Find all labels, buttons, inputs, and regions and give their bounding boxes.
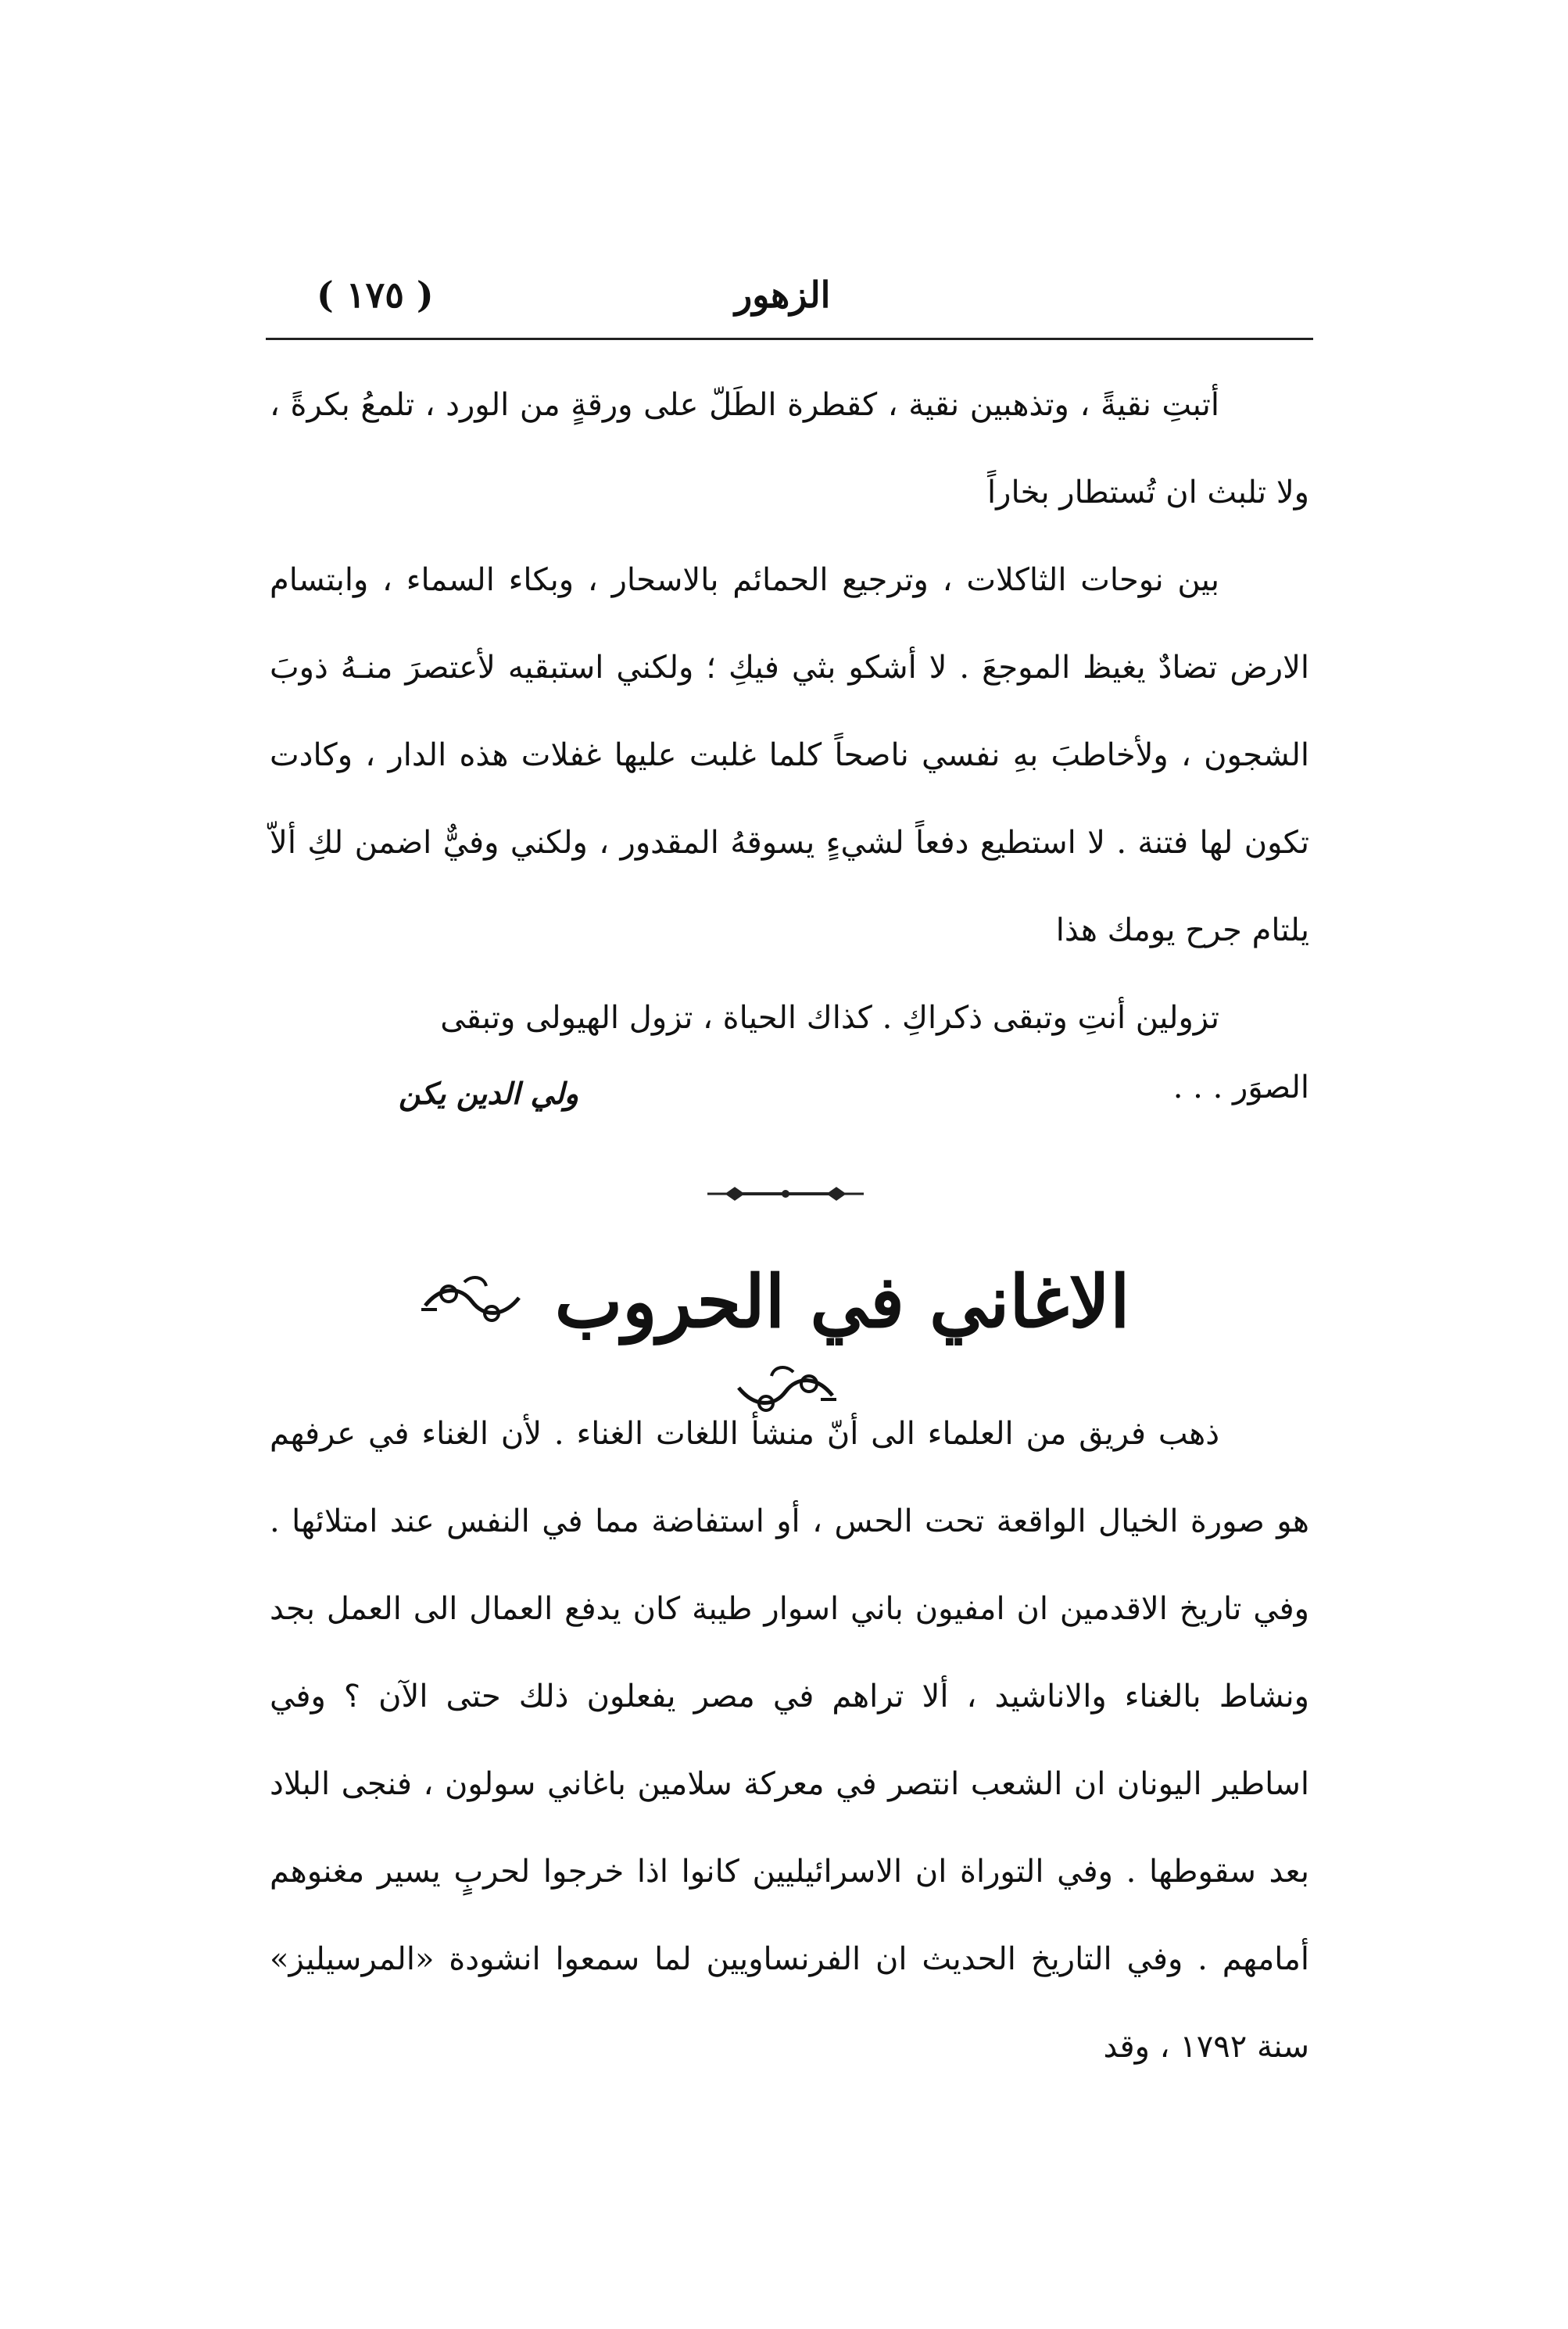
paragraph: تزولين أنتِ وتبقى ذكراكِ . كذاك الحياة ، تزول الهيولى وتبقى [440,1000,1219,1036]
article-heading [367,1243,1204,1360]
page-number: ( ١٧٥ ) [317,274,434,316]
running-title: الزهور [735,274,831,316]
paragraph: ذهب فريق من العلماء الى أنّ منشأ اللغات الغناء . لأن الغناء في عرفهم هو صورة الخيال الواقعة تحت الحس ، أو استفاضة مما في النفس عند امتلائها . وفي تاريخ الاقدمين ان امفيون باني اسوار طيبة كان يدفع العمال الى العمل بجد ونشاط بالغناء والاناشيد ، ألا تراهم في مصر يفعلون ذلك حتى الآن ؟ وفي اساطير اليونان ان الشعب انتصر في معركة سلامين باغاني سولون ، فنجى البلاد بعد سقوطها . وفي التوراة ان الاسرائيليين كانوا اذا خرجوا لحربٍ يسير مغنوهم أمامهم . وفي التاريخ الحديث ان الفرنساويين لما سمعوا انشودة «المرسيليز» سنة ١٧٩٢ ، وقد [270,1416,1310,2065]
paragraph: أتبتِ نقيةً ، وتذهبين نقية ، كقطرة الطَلّ على ورقةٍ من الورد ، تلمعُ بكرةً ، ولا تلبث ان تُستطار بخاراً [270,387,1309,511]
author-signature: ولي الدين يكن [399,1076,579,1111]
paragraph: بين نوحات الثاكلات ، وترجيع الحمائم بالاسحار ، وبكاء السماء ، وابتسام الارض تضادٌ يغيظ الموجعَ . لا أشكو بثي فيكِ ؛ ولكني استبقيه لأعتصرَ منـهُ ذوبَ الشجون ، ولأخاطبَ بهِ نفسي ناصحاً كلما غلبت عليها غفلات هذه الدار ، وكادت تكون لها فتنة . لا استطيع دفعاً لشيءٍ يسوقهُ المقدور ، ولكني وفيٌّ اضمن لكِ ألاّ يلتام جرح يومك هذا [270,562,1309,948]
left-flourish-icon [417,1270,527,1333]
section-separator-ornament [703,1182,868,1206]
header-rule [266,338,1313,340]
closing-words: الصوَر . . . [1172,1070,1309,1105]
page-header [274,274,1313,336]
article-title: الاغاني في الحروب [554,1259,1130,1344]
article-body [270,1390,1309,2091]
closing-line [270,1070,1309,1148]
section-1-body [270,361,1309,1062]
